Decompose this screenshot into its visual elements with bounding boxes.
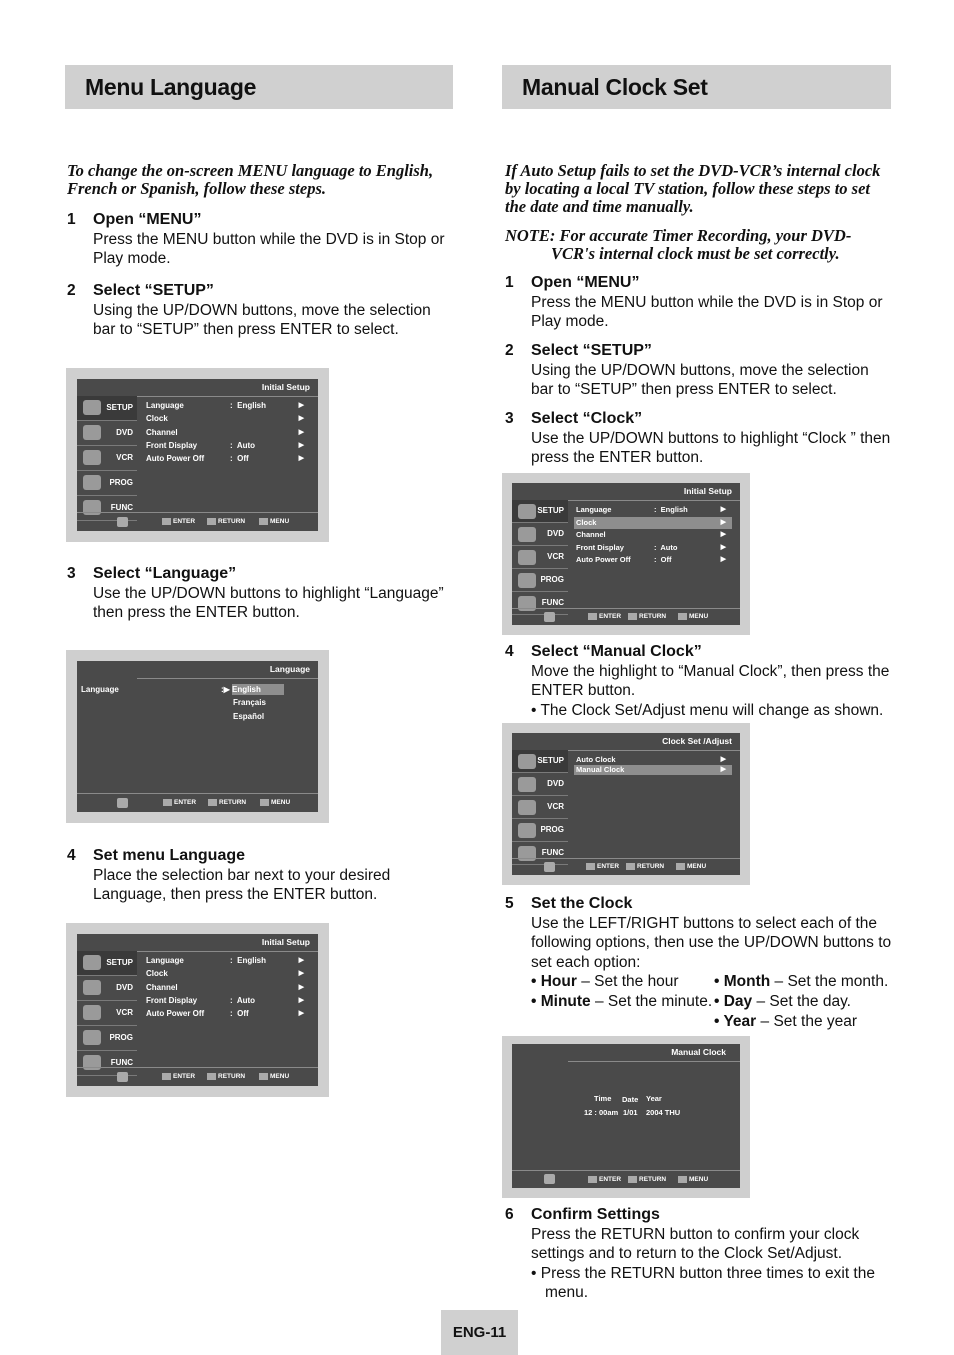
footer-menu: MENU (678, 1171, 708, 1188)
right-step-6 (505, 1205, 895, 1303)
left-section-title: Menu Language (85, 74, 257, 100)
footer-menu: MENU (678, 609, 708, 625)
osd-row-front-display: Front Display : Auto ▶ (144, 439, 310, 452)
footer-menu: MENU (259, 513, 289, 531)
arrow-right-icon: ▶ (720, 531, 726, 538)
osd-time-value: 12 : 00am (584, 1108, 619, 1117)
nav-pad-icon (117, 798, 128, 808)
footer-enter: ENTER (588, 609, 621, 625)
dvd-icon (83, 980, 101, 995)
nav-pad-icon (117, 1072, 128, 1082)
osd-sidebar-dvd: DVD (77, 976, 137, 1001)
step-title: Confirm Settings (531, 1206, 660, 1223)
osd-time-heading: Time (594, 1094, 612, 1103)
osd-title: Language (137, 661, 318, 679)
step-body: Use the UP/DOWN buttons to highlight “Clock ” then press the ENTER button. (531, 429, 891, 466)
arrow-right-icon: ▶ (298, 455, 304, 463)
clock-icon (83, 1030, 101, 1045)
option-month: • Month – Set the month. (714, 973, 889, 990)
osd-initial-setup-screen-2 (66, 923, 329, 1097)
setup-icon (83, 955, 101, 970)
setup-icon (518, 754, 536, 769)
step-number: 1 (67, 211, 76, 228)
osd-row-clock-highlighted: Clock ▶ (574, 517, 732, 530)
osd-sidebar (512, 750, 568, 857)
osd-row-channel: Channel ▶ (574, 529, 732, 542)
step-body: Press the RETURN button to confirm your clock settings and to return to the Clock Set/Adjust. (531, 1225, 860, 1262)
option-day: • Day – Set the day. (714, 993, 851, 1010)
osd-row-language: Language : English ▶ (574, 504, 732, 517)
osd-menu (574, 754, 732, 775)
right-step-3 (505, 409, 895, 468)
left-section-header (65, 65, 453, 109)
footer-return: RETURN (628, 609, 666, 625)
dvd-icon (518, 777, 536, 792)
clock-icon (83, 475, 101, 490)
osd-title: Initial Setup (137, 934, 318, 952)
step-body: Move the highlight to “Manual Clock”, then press the ENTER button. (531, 662, 890, 699)
osd-sidebar-vcr: VCR (77, 1001, 137, 1026)
page-number: ENG-11 (441, 1310, 518, 1355)
step-number: 6 (505, 1206, 514, 1223)
nav-pad-icon (544, 862, 555, 872)
osd-row-front-display: Front Display : Auto ▶ (574, 542, 732, 555)
right-note: NOTE: For accurate Timer Recording, your DVD-VCR's internal clock must be set correctly. (505, 226, 852, 263)
osd-display (77, 661, 318, 812)
osd-row-auto-clock: Auto Clock ▶ (576, 755, 726, 764)
arrow-right-icon: ▶ (298, 428, 304, 436)
osd-row-clock: Clock ▶ (144, 412, 310, 425)
osd-footer (77, 512, 318, 531)
dvd-icon (83, 425, 101, 440)
step-title: Select “SETUP” (531, 342, 652, 359)
vcr-icon (518, 550, 536, 565)
step-number: 4 (505, 643, 514, 660)
osd-sidebar-func: FUNC (77, 1051, 137, 1076)
osd-display (77, 934, 318, 1086)
clock-icon (518, 573, 536, 588)
osd-menu (144, 399, 310, 465)
osd-sidebar-prog: PROG (512, 569, 568, 592)
arrow-right-icon: ▶ (720, 756, 726, 763)
setup-icon (83, 400, 101, 415)
arrow-right-icon: ▶ (298, 970, 304, 978)
osd-sidebar-func: FUNC (512, 592, 568, 615)
step-bullet: • The Clock Set/Adjust menu will change as shown. (531, 701, 884, 719)
osd-sidebar-dvd: DVD (512, 773, 568, 796)
osd-sidebar-vcr: VCR (77, 446, 137, 471)
arrow-right-icon: ▶ (298, 957, 304, 964)
step-body: Place the selection bar next to your desired Language, then press the ENTER button. (93, 866, 391, 903)
osd-sidebar-setup: SETUP (77, 396, 137, 421)
step-body: Use the UP/DOWN buttons to highlight “Language” then press the ENTER button. (93, 584, 444, 621)
osd-language-colon: :▶ (221, 685, 230, 694)
nav-pad-icon (117, 517, 128, 527)
option-hour: • Hour – Set the hour (531, 973, 679, 990)
osd-menu (574, 504, 732, 567)
osd-sidebar-func: FUNC (512, 842, 568, 865)
osd-display (512, 1044, 740, 1188)
footer-enter: ENTER (586, 859, 619, 875)
nav-pad-icon (544, 1174, 555, 1184)
step-number: 3 (505, 410, 514, 427)
footer-enter: ENTER (163, 794, 196, 812)
osd-row-auto-power-off: Auto Power Off : Off ▶ (574, 554, 732, 567)
setup-icon (518, 504, 536, 519)
step-body: Using the UP/DOWN buttons, move the selection bar to “SETUP” then press ENTER to select. (93, 301, 431, 338)
osd-year-heading: Year (646, 1094, 662, 1103)
vcr-icon (83, 450, 101, 465)
right-step-4 (505, 642, 895, 720)
osd-row-language: Language : English ▶ (144, 954, 310, 967)
osd-sidebar-dvd: DVD (512, 523, 568, 546)
arrow-right-icon: ▶ (298, 441, 304, 449)
right-section-title: Manual Clock Set (522, 74, 708, 100)
right-step-2 (505, 341, 895, 400)
osd-row-channel: Channel ▶ (144, 426, 310, 439)
step-title: Select “SETUP” (93, 282, 214, 299)
left-step-3 (67, 564, 457, 623)
osd-sidebar-func: FUNC (77, 496, 137, 521)
osd-sidebar-setup: SETUP (77, 951, 137, 976)
right-intro: If Auto Setup fails to set the DVD-VCR’s internal clock by locating a local TV station, follow these steps to set the date and time manually. (505, 161, 881, 216)
footer-return: RETURN (208, 794, 246, 812)
left-step-1 (67, 210, 457, 269)
footer-return: RETURN (207, 513, 245, 531)
arrow-right-icon: ▶ (298, 402, 304, 409)
arrow-right-icon: ▶ (720, 543, 726, 551)
osd-language-screen (66, 650, 329, 823)
right-step-5 (505, 894, 895, 1032)
arrow-right-icon: ▶ (298, 983, 304, 991)
osd-footer (512, 1170, 740, 1188)
osd-row-channel: Channel ▶ (144, 981, 310, 994)
osd-language-option-francais: Français (233, 698, 266, 707)
osd-sidebar (77, 951, 137, 1068)
osd-initial-setup-clock-screen (502, 473, 750, 635)
osd-year-value: 2004 THU (646, 1108, 681, 1117)
footer-return: RETURN (626, 859, 664, 875)
step-number: 5 (505, 895, 514, 912)
step-title: Select “Manual Clock” (531, 643, 702, 660)
osd-language-option-english: English (232, 684, 284, 695)
right-section-header (502, 65, 891, 109)
osd-date-value: 1/01 (623, 1108, 638, 1117)
osd-display (512, 733, 740, 875)
left-step-4 (67, 846, 457, 905)
osd-display (77, 379, 318, 531)
step-title: Select “Clock” (531, 410, 643, 427)
osd-sidebar-setup: SETUP (512, 750, 568, 773)
osd-language-label: Language (81, 685, 119, 694)
osd-sidebar (77, 396, 137, 513)
osd-sidebar-setup: SETUP (512, 500, 568, 523)
osd-title: Clock Set /Adjust (568, 733, 740, 751)
vcr-icon (83, 1005, 101, 1020)
arrow-right-icon: ▶ (298, 415, 304, 423)
osd-sidebar-vcr: VCR (512, 796, 568, 819)
step-bullet: • Press the RETURN button three times to exit the menu. (531, 1264, 875, 1301)
osd-clock-set-screen (502, 723, 750, 885)
osd-row-auto-power-off: Auto Power Off : Off ▶ (144, 1007, 310, 1020)
step-body: Using the UP/DOWN buttons, move the selection bar to “SETUP” then press ENTER to select. (531, 361, 869, 398)
arrow-right-icon: ▶ (298, 996, 304, 1004)
clock-icon (518, 823, 536, 838)
step-number: 2 (505, 342, 514, 359)
osd-footer (77, 793, 318, 812)
osd-sidebar-dvd: DVD (77, 421, 137, 446)
left-step-2 (67, 281, 457, 340)
footer-enter: ENTER (162, 1068, 195, 1086)
step-body: Press the MENU button while the DVD is in Stop or Play mode. (93, 230, 445, 267)
arrow-right-icon: ▶ (720, 506, 726, 513)
arrow-right-icon: ▶ (298, 1010, 304, 1018)
osd-row-front-display: Front Display : Auto ▶ (144, 994, 310, 1007)
osd-language-option-espanol: Español (233, 712, 265, 721)
clock-options-list (531, 972, 895, 1032)
step-title: Set menu Language (93, 847, 246, 864)
step-body: Use the LEFT/RIGHT buttons to select each of the following options, then use the UP/DOWN buttons to set each option: (531, 914, 892, 971)
step-number: 3 (67, 565, 76, 582)
footer-enter: ENTER (588, 1171, 621, 1188)
osd-sidebar-prog: PROG (512, 819, 568, 842)
osd-footer (512, 608, 740, 625)
osd-manual-clock-screen (502, 1036, 750, 1198)
osd-row-clock: Clock ▶ (144, 967, 310, 980)
osd-title: Initial Setup (137, 379, 318, 397)
step-number: 2 (67, 282, 76, 299)
step-title: Set the Clock (531, 895, 633, 912)
footer-enter: ENTER (162, 513, 195, 531)
footer-menu: MENU (260, 794, 290, 812)
footer-menu: MENU (259, 1068, 289, 1086)
osd-sidebar-vcr: VCR (512, 546, 568, 569)
option-year: • Year – Set the year (714, 1013, 858, 1030)
osd-footer (512, 858, 740, 875)
osd-sidebar-prog: PROG (77, 1026, 137, 1051)
osd-date-heading: Date (622, 1095, 639, 1104)
step-title: Open “MENU” (531, 274, 640, 291)
nav-pad-icon (544, 612, 555, 622)
osd-row-auto-power-off: Auto Power Off : Off ▶ (144, 452, 310, 465)
osd-sidebar (512, 500, 568, 607)
option-minute: • Minute – Set the minute. (531, 993, 713, 1010)
osd-footer (77, 1067, 318, 1086)
osd-display (512, 483, 740, 625)
footer-return: RETURN (207, 1068, 245, 1086)
dvd-icon (518, 527, 536, 542)
right-step-1 (505, 273, 895, 332)
arrow-right-icon: ▶ (720, 518, 726, 526)
step-number: 1 (505, 274, 514, 291)
osd-row-manual-clock-highlighted: Manual Clock ▶ (574, 765, 732, 775)
footer-menu: MENU (676, 859, 706, 875)
step-title: Open “MENU” (93, 211, 202, 228)
osd-menu (144, 954, 310, 1020)
step-body: Press the MENU button while the DVD is in Stop or Play mode. (531, 293, 883, 330)
arrow-right-icon: ▶ (720, 556, 726, 563)
osd-title: Manual Clock (568, 1044, 740, 1062)
left-intro: To change the on-screen MENU language to English, French or Spanish, follow these steps. (67, 161, 434, 198)
footer-return: RETURN (628, 1171, 666, 1188)
arrow-right-icon: ▶ (720, 766, 726, 773)
osd-sidebar-prog: PROG (77, 471, 137, 496)
step-title: Select “Language” (93, 565, 237, 582)
osd-title: Initial Setup (568, 483, 740, 501)
osd-row-language: Language : English ▶ (144, 399, 310, 412)
vcr-icon (518, 800, 536, 815)
osd-initial-setup-screen (66, 368, 329, 542)
step-number: 4 (67, 847, 76, 864)
